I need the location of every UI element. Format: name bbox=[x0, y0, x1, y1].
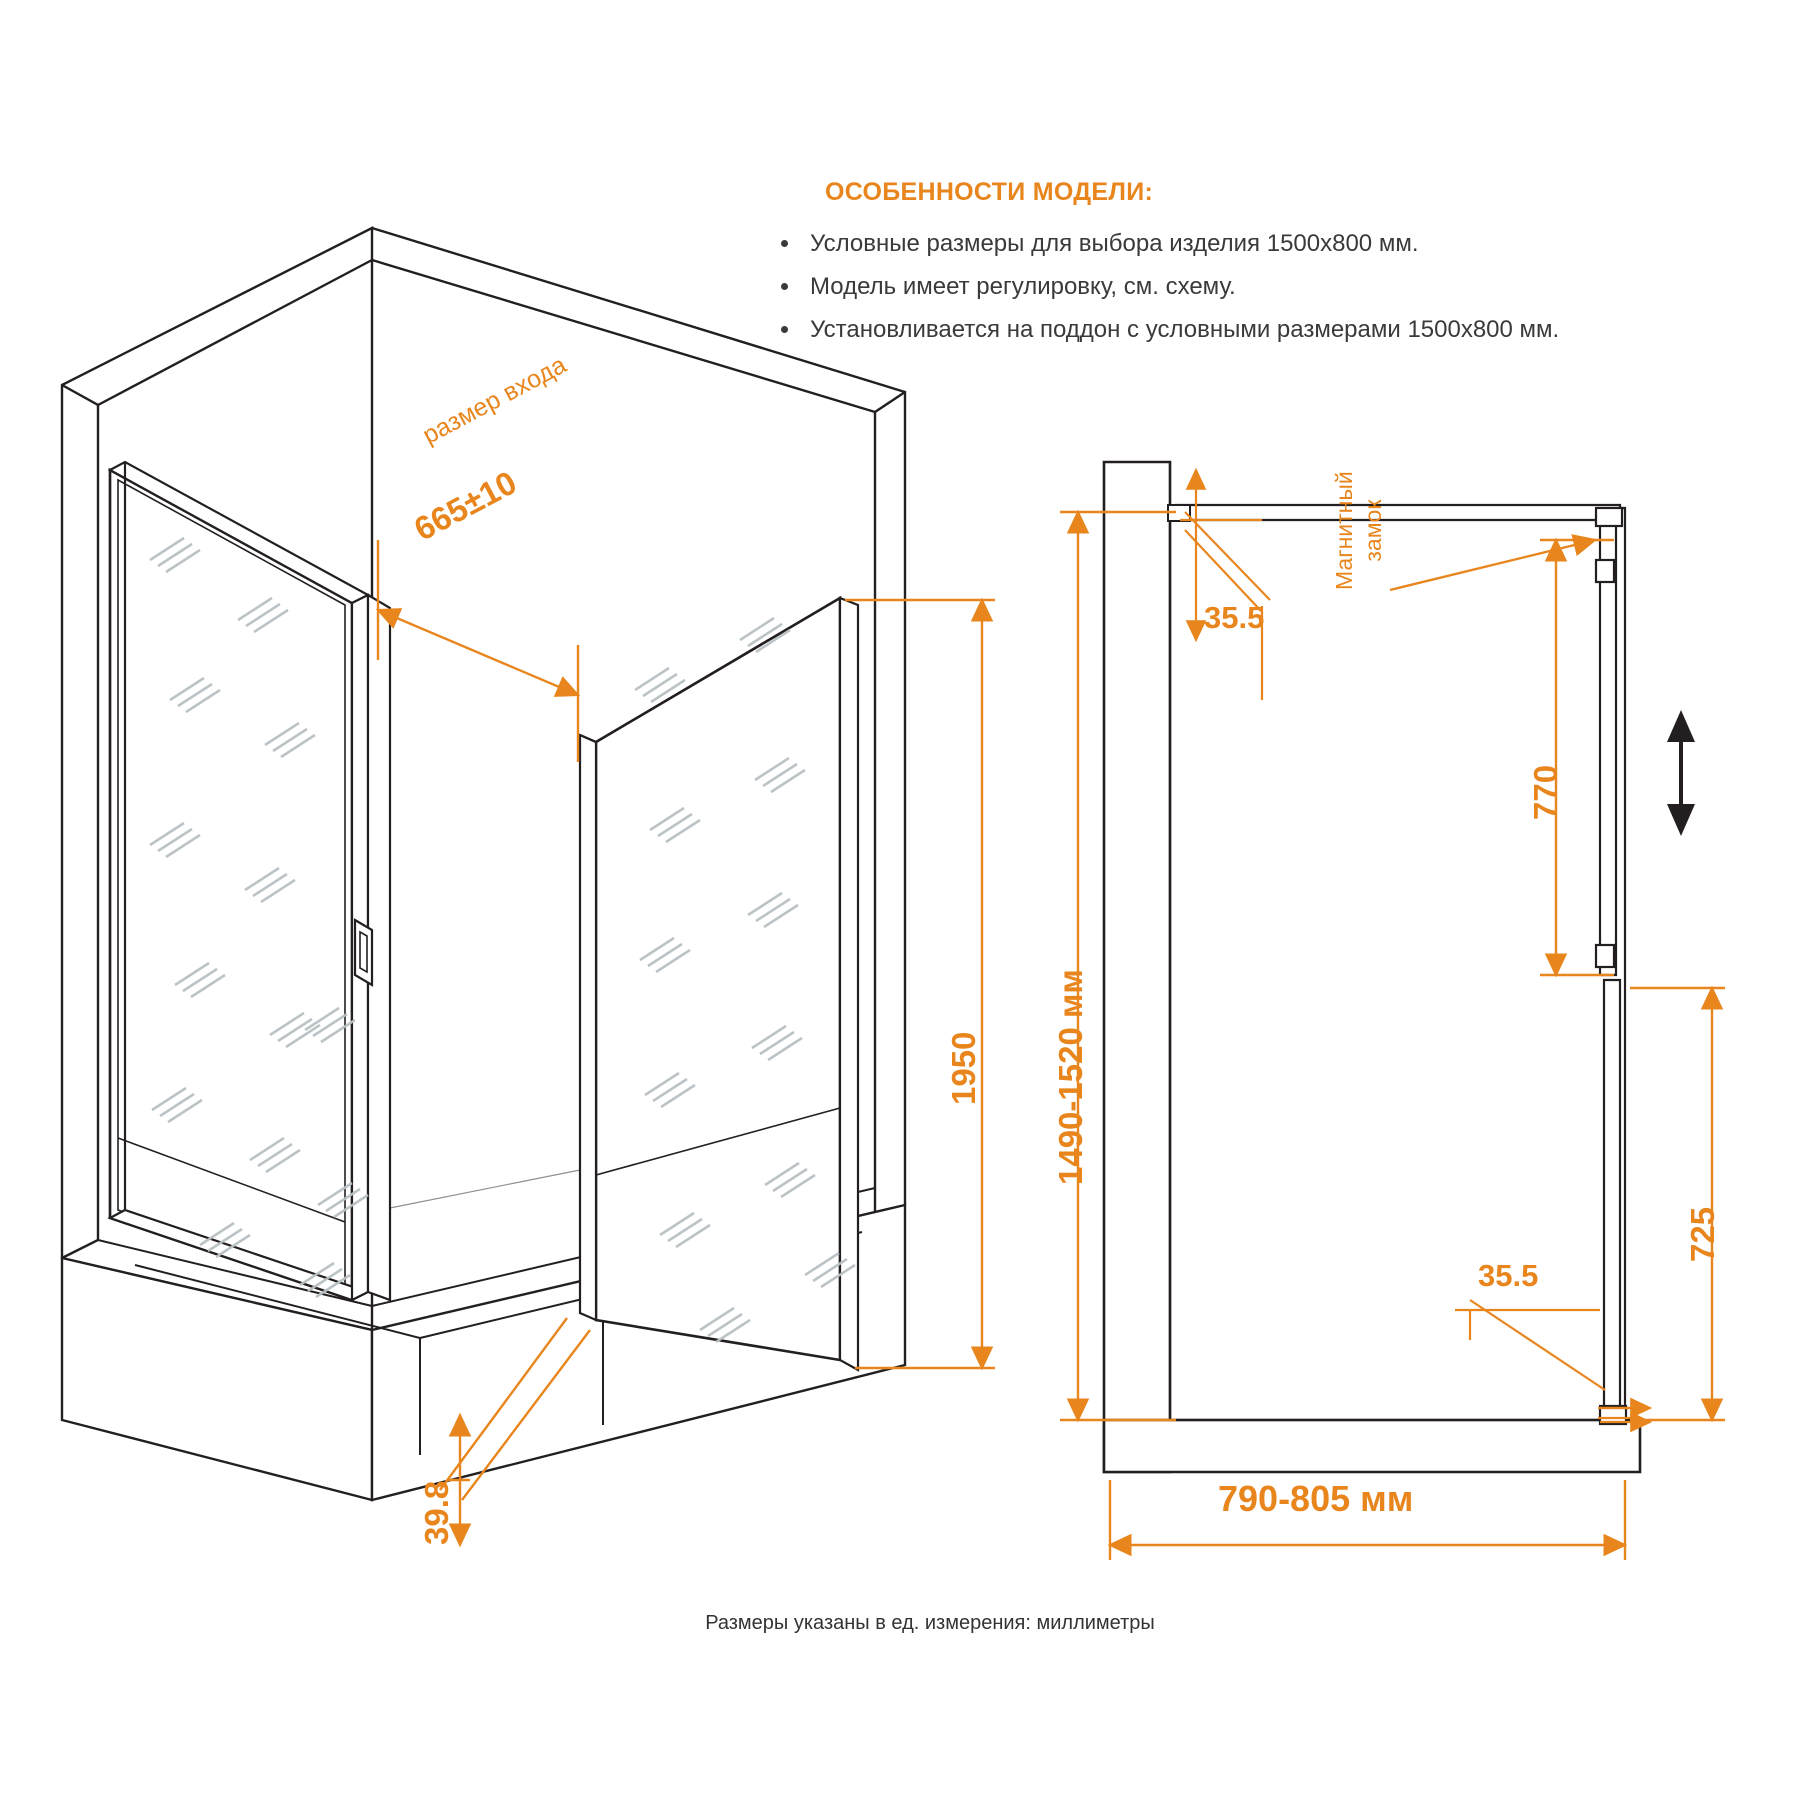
features-title: ОСОБЕННОСТИ МОДЕЛИ: bbox=[825, 178, 1154, 206]
up-down-arrow-icon bbox=[1667, 710, 1695, 836]
magnetic-lock-label bbox=[1330, 471, 1388, 590]
plan-width-value: 790-805 мм bbox=[1218, 1478, 1414, 1519]
entry-size-label: размер входа bbox=[418, 350, 571, 450]
magnetic-lock-label-line1: Магнитный bbox=[1331, 471, 1357, 590]
plan-door-opening-value: 770 bbox=[1527, 764, 1564, 820]
dim-plan-door-opening bbox=[1390, 540, 1614, 975]
units-footnote: Размеры указаны в ед. измерения: миллиметры bbox=[705, 1612, 1155, 1634]
plan-view bbox=[1104, 462, 1640, 1472]
feature-item: • Условные размеры для выбора изделия 1500х800 мм. bbox=[802, 225, 1682, 263]
magnetic-lock-label-line2: замок bbox=[1359, 499, 1386, 562]
plan-total-height-value: 1490-1520 мм bbox=[1052, 969, 1089, 1185]
plan-top-offset-value: 35.5 bbox=[1204, 600, 1265, 635]
plan-side-panel-value: 725 bbox=[1684, 1206, 1721, 1262]
feature-item: • Установливается на поддон с условными размерами 1500х800 мм. bbox=[802, 311, 1682, 349]
profile-depth-value: 39.8 bbox=[418, 1480, 455, 1545]
iso-height-value: 1950 bbox=[945, 1031, 982, 1105]
entry-size-value: 665±10 bbox=[408, 463, 523, 548]
plan-bottom-offset-value: 35.5 bbox=[1478, 1258, 1539, 1293]
feature-item: • Модель имеет регулировку, см. схему. bbox=[802, 268, 1682, 306]
features-list bbox=[760, 225, 1682, 354]
dim-entry-size bbox=[378, 540, 578, 762]
dim-plan-side-panel bbox=[1630, 988, 1725, 1420]
